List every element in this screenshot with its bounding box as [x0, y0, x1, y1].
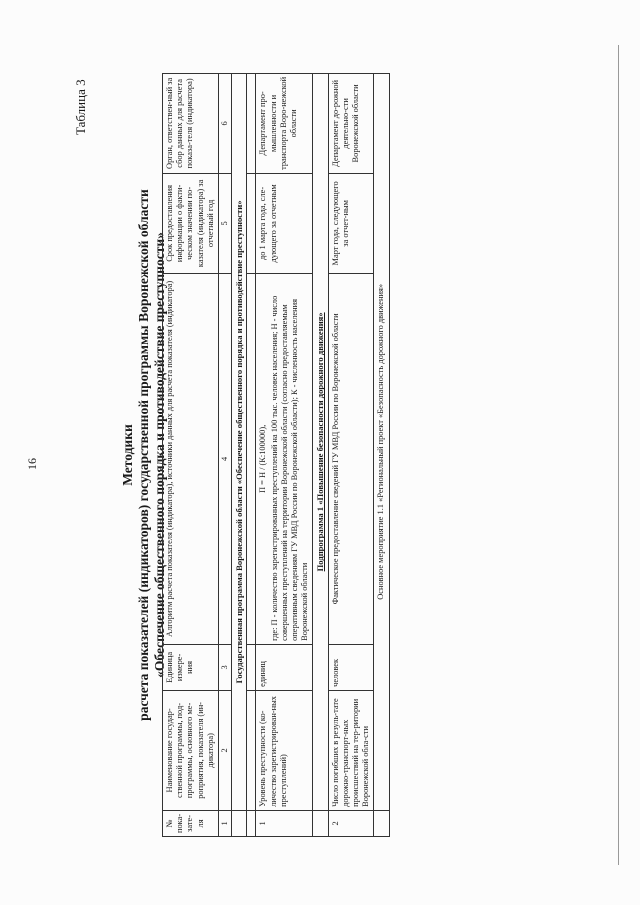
- table-header-row: [163, 73, 219, 836]
- title-line-3: «Обеспечение общественного порядка и противодействие преступности»: [152, 232, 167, 678]
- indicator-name: Уровень преступности (ко-личество зарегистрирован-ных преступлений): [256, 690, 313, 810]
- table-row: [328, 73, 374, 836]
- activity-section-row: [374, 73, 389, 836]
- title-line-1: Методики: [120, 424, 135, 486]
- activity-title: Основное мероприятие 1.1 «Региональный проект «Безопасность дорожного движения»: [374, 73, 389, 810]
- subprogram-section-row: [313, 73, 328, 836]
- row-number: 2: [328, 810, 374, 836]
- program-title: Государственная программа Воронежской области «Обеспечение общественного порядка и противодействие преступности»: [232, 73, 247, 810]
- activity-num-cell: [374, 810, 389, 836]
- indicator-deadline: Март года, следующего за отчет-ным: [328, 173, 374, 273]
- table-row: [256, 73, 313, 836]
- page-number: 16: [25, 458, 39, 470]
- indicator-unit: единиц: [256, 644, 313, 690]
- indicator-organ: Департамент до-рожной деятельно-сти Воронежской области: [328, 73, 374, 173]
- formula: П = Н / (К:100000),: [258, 424, 268, 494]
- subprogram-num-cell: [313, 810, 328, 836]
- col-number: 6: [219, 73, 232, 173]
- subprogram-title: Подпрограмма 1 «Повышение безопасности дорожного движения»: [315, 312, 326, 572]
- indicators-table: [162, 73, 390, 837]
- formula-description: где: П - количество зарегистрированных преступлений на 100 тыс. человек населения; Н - число совершенных преступлений на территории Воронежской области (согласно предоставляемым оперативным сведениям ГУ МВД России по Воронежской области); К - численность населения Воронежской области: [269, 295, 310, 641]
- col-number: 3: [219, 644, 232, 690]
- header-cell-organ: Орган, ответствен-ный за сбор данных для расчета показа-теля (индикатора): [163, 73, 219, 173]
- title-line-2: расчета показателей (индикаторов) государственной программы Воронежской области: [136, 189, 151, 721]
- indicator-name: Число погибших в резуль-тате дорожно-транспорт-ных происшествий на тер-ритории Воронежской обла-сти: [328, 690, 374, 810]
- header-cell-unit: Единица измере-ния: [163, 644, 219, 690]
- col-number: 4: [219, 273, 232, 644]
- header-cell-algorithm: Алгоритм расчета показателя (индикатора), источники данных для расчета показателя (индикатора): [163, 273, 219, 644]
- col-number: 2: [219, 690, 232, 810]
- col-number: 5: [219, 173, 232, 273]
- column-number-row: [219, 73, 232, 836]
- indicator-algorithm: [256, 273, 313, 644]
- spacer-row: [247, 73, 256, 836]
- header-cell-name: Наименование государ-ственной программы, под-программы, основного ме-роприятия, показателя (ин-дикатора): [163, 690, 219, 810]
- document-title: [120, 155, 168, 755]
- indicator-unit: человек: [328, 644, 374, 690]
- indicator-algorithm: Фактическое предоставление сведений ГУ МВД России по Воронежской области: [328, 273, 374, 644]
- indicator-organ: Департамент про-мышленности и транспорта Воро-нежской области: [256, 73, 313, 173]
- row-number: 1: [256, 810, 313, 836]
- page-edge-line: [618, 45, 619, 865]
- col-number: 1: [219, 810, 232, 836]
- program-section-row: [232, 73, 247, 836]
- program-num-cell: [232, 810, 247, 836]
- indicator-deadline: до 1 марта года, сле-дующего за отчетным: [256, 173, 313, 273]
- table-label: Таблица 3: [73, 79, 88, 135]
- header-cell-num: № пока-зате-ля: [163, 810, 219, 836]
- header-cell-deadline: Срок предоставления информации о факти-ческом значении по-казателя (индикатора) за отчетный год: [163, 173, 219, 273]
